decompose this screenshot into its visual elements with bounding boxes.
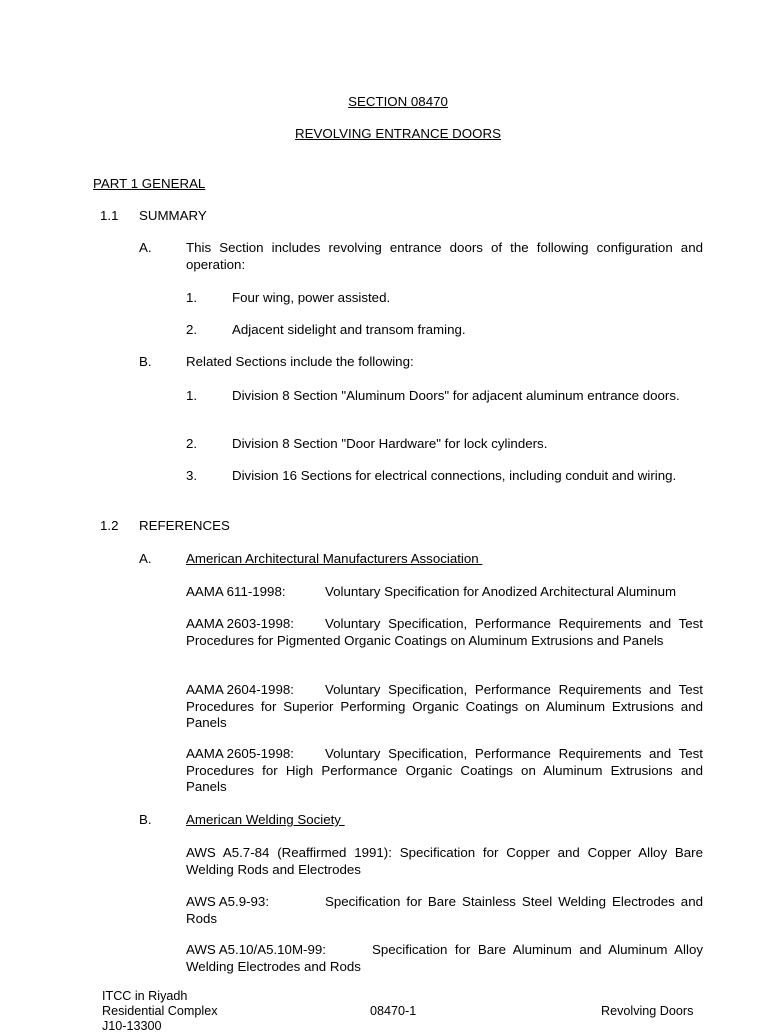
reference-entry [186, 746, 703, 796]
item-text: Division 8 Section "Aluminum Doors" for adjacent aluminum entrance doors. [232, 388, 680, 403]
article-title: REFERENCES [139, 518, 230, 533]
item-number: 1. [186, 290, 198, 305]
paragraph-letter: A. [139, 551, 152, 566]
item-text: Division 16 Sections for electrical connections, including conduit and wiring. [232, 468, 677, 483]
reference-code: AAMA 611-1998: [186, 584, 286, 599]
reference-text: Voluntary Specification for Anodized Architectural Aluminum [325, 584, 677, 599]
paragraph-text: This Section includes revolving entrance doors of the following configuration and operation: [186, 240, 703, 272]
item-text: Adjacent sidelight and transom framing. [232, 322, 466, 337]
reference-entry [186, 584, 703, 601]
article-title: SUMMARY [139, 208, 207, 223]
section-title: REVOLVING ENTRANCE DOORS [295, 126, 501, 141]
reference-entry [186, 845, 703, 878]
reference-code: AAMA 2605-1998: [186, 746, 294, 761]
item-number: 1. [186, 388, 198, 403]
paragraph-letter: A. [139, 240, 152, 255]
footer-job-number: J10-13300 [102, 1019, 162, 1033]
paragraph-text: Related Sections include the following: [186, 354, 414, 369]
item-number: 3. [186, 468, 198, 483]
footer-facility: Residential Complex [102, 1004, 218, 1018]
item-text: Four wing, power assisted. [232, 290, 391, 305]
organization-name: American Architectural Manufacturers Association [186, 551, 483, 566]
reference-text: Voluntary Specification, Performance Requirements and Test Procedures for High Performance Organic Coatings on Aluminum Extrusions and Panels [186, 746, 703, 794]
reference-entry [186, 616, 703, 649]
section-number: SECTION 08470 [348, 94, 448, 109]
item-text: Division 8 Section "Door Hardware" for lock cylinders. [232, 436, 548, 451]
organization-name: American Welding Society [186, 812, 345, 827]
paragraph-letter: B. [139, 812, 152, 827]
paragraph-letter: B. [139, 354, 152, 369]
footer-project: ITCC in Riyadh [102, 989, 188, 1003]
reference-code: AAMA 2603-1998: [186, 616, 294, 631]
reference-text: Specification for Copper and Copper Alloy Bare Welding Rods and Electrodes [186, 845, 703, 877]
reference-code: AWS A5.9-93: [186, 894, 270, 909]
reference-text: Voluntary Specification, Performance Requirements and Test Procedures for Pigmented Organic Coatings on Aluminum Extrusions and Panels [186, 616, 703, 648]
reference-text: Voluntary Specification, Performance Requirements and Test Procedures for Superior Performing Organic Coatings on Aluminum Extrusions and Panels [186, 682, 703, 730]
article-number: 1.1 [100, 208, 119, 223]
footer-section-name: Revolving Doors [601, 1004, 694, 1018]
item-number: 2. [186, 436, 198, 451]
reference-text: Specification for Bare Aluminum and Aluminum Alloy Welding Electrodes and Rods [186, 942, 703, 974]
reference-code: AWS A5.10/A5.10M-99: [186, 942, 326, 957]
reference-entry [186, 942, 703, 975]
article-number: 1.2 [100, 518, 119, 533]
reference-code: AAMA 2604-1998: [186, 682, 294, 697]
reference-code: AWS A5.7-84 (Reaffirmed 1991): [186, 845, 392, 860]
footer-page-number: 08470-1 [370, 1004, 417, 1018]
reference-text: Specification for Bare Stainless Steel Welding Electrodes and Rods [186, 894, 703, 926]
reference-entry [186, 682, 703, 732]
item-number: 2. [186, 322, 198, 337]
reference-entry [186, 894, 703, 927]
part-heading: PART 1 GENERAL [93, 176, 206, 191]
